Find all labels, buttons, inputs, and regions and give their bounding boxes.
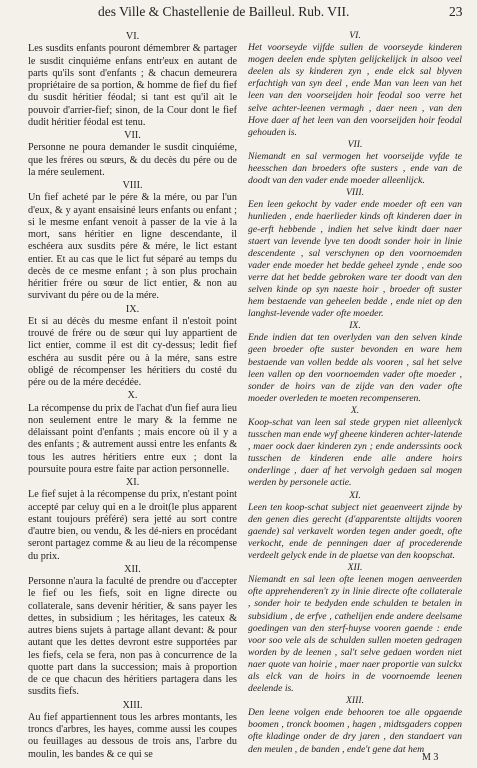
- article-section: [28, 180, 237, 303]
- article-number: XIII.: [122, 699, 143, 711]
- article-section: [28, 477, 237, 563]
- article-text: Het voorseyde vijfde sullen de voorseyde kinderen mogen deelen ende splyten gelijckelijck in alsoo veel deelen als sy kinderen zyn , ende elck sal blyven erfachtigh van syn deel , ende Man van leen van het leen van den voorseijden hoir feodal soo verre het selve achter-leenen vermagh , daer neen , van den Hove daer af het leen van den voorseijden hoir feodal gehouden is.: [248, 42, 462, 138]
- article-section: [28, 31, 237, 129]
- article-number: VIII.: [345, 187, 365, 199]
- article-text: Personne ne poura demander le susdit cinquiéme, que les fréres ou sœurs, & du decès du pére ou de la mére seulement.: [28, 142, 237, 178]
- article-text: Koop-schat van leen sal stede grypen niet alleenlyck tusschen man ende wyf gheene kinderen achter-latende , maer oock daer kinderen zyn ; ende anderssints oock tusschen de kinderen ende alle andere hoirs onderlinge , daer af het vervolgh gedaen sal mogen werden by personele actie.: [248, 417, 462, 489]
- article-section: [28, 304, 237, 390]
- article-section: [248, 139, 462, 187]
- article-section: [248, 490, 462, 563]
- french-column: [28, 30, 237, 760]
- page-number: 23: [449, 4, 463, 19]
- article-number: X.: [127, 390, 138, 402]
- article-section: [28, 564, 237, 699]
- article-text: Un fief acheté par le pére & la mére, ou par l'un d'eux, & y ayant ensaisiné leurs enfants ou enfant ; si le mesme enfant venoit à passer de la vie à la mort, sans héritier en ligne descendante, il eschéera aux susdits pére & mére, le lict estant entier. Et au cas que le lict fut séparé au temps du decès de ce mesme enfant ; à son plus prochain héritier frére ou sœur de lict entier, & non au survivant du pére ou de la mére.: [28, 192, 237, 302]
- article-text: Ende indien dat ten overlyden van den selven kinde geen broeder ofte suster bevonden en ware hem bestaende van vollen bedde als vooren , sal het selve leen vallen op den voornoemden vader ofte moeder , sonder de hoirs van de zijde van den vader ofte moeder overleden te moeten recompenseren.: [248, 332, 462, 404]
- article-text: Niemandt en sal leen ofte leenen mogen aenveerden ofte apprehenderen't zy in linie directe ofte collaterale , sonder hoir te bedyden ende schulden te betalen in subsidium , de erfve , cathelijen ende andere deelsame goedingen van den sterf-huyse vooren gaende : ende voor soo vele als de schulden sullen moeten gedragen worden by de leenen , sal't selve gedaen worden niet naer quote van hoirie , maer naer proportie van sulckx als elck van de hoirs in de voornoemde leenen deelende is.: [248, 574, 462, 695]
- article-text: Personne n'aura la faculté de prendre ou d'accepter le fief ou les fiefs, soit en ligne directe ou collaterale, sans devenir héritier, & sans payer les dettes, in subsidium ; les héritages, les cateux & autres biens sujets à partage allant devant: & pour autant que les dettes devront estre supportées par les fiefs, cela se fera, non pas à concurrence de la quotte part dans la succession; mais à proportion de ce que chacun des héritiers partagera dans les susdits fiefs.: [28, 576, 237, 698]
- article-text: Leen ten koop-schat subject niet geaenveert zijnde by den genen dies gerecht (d'apparentste altijdts vooren gaende) sal verkavelt worden tegen ander goedt, ofte verkocht, ende de penningen daer af procederende verdeelt gelyck ende in de plaetse van den koopschat.: [248, 501, 462, 562]
- article-text: Niemandt en sal vermogen het voorseijde vyfde te heesschen dan broeders ofte susters , ende van de doodt van den vader ende moeder alleenlijck.: [248, 150, 462, 187]
- article-section: [248, 30, 462, 139]
- signature-mark: M 3: [422, 752, 439, 763]
- article-number: VII.: [124, 130, 141, 141]
- article-number: XII.: [124, 563, 141, 575]
- page-header: [0, 2, 477, 24]
- article-number: IX.: [125, 303, 140, 315]
- article-text: Den leene volgen ende behooren toe alle opgaende boomen , tronck boomen , hagen , midtsgaders coppen ofte kladinge onder de dry jaren , den standaert van den meulen , de banden , ende't gene dat hem: [248, 707, 462, 755]
- article-number: VIII.: [122, 180, 143, 191]
- article-number: XII.: [347, 562, 363, 574]
- article-section: [248, 320, 462, 405]
- article-number: VII.: [347, 138, 363, 150]
- article-number: VI.: [349, 30, 361, 41]
- article-section: [248, 405, 462, 490]
- article-number: X.: [350, 404, 360, 416]
- article-text: La récompense du prix de l'achat d'un fief aura lieu non seulement entre le mary & la femme ne délaissant point d'enfants ; mais encore où il y a des enfants ; & autrement aussi entre les enfants & tous les autres héritiers entre eux ; dont la poursuite poura estre faite par action personnelle.: [28, 402, 237, 475]
- article-text: Een leen gekocht by vader ende moeder oft een van hunlieden , ende haerlieder kinds oft kinderen daer in ge-erft hebbende , indien het selve kindt daer naer staert van levende lyve ten doodt sonder hoir in linie descendente , sal verschynen op den voornoemden vader ende moeder het bedde geheel zynde , ende soo verre dat het bedde gebroken ware ter doodt van den selven kinde op syn naeste hoir , broeder oft suster hem bestaende van geheelen bedde , ende niet op den langhst-levende vader ofte moeder.: [248, 199, 462, 320]
- article-section: [248, 695, 462, 755]
- article-number: XI.: [125, 477, 140, 488]
- article-number: XI.: [349, 489, 361, 501]
- article-number: XIII.: [345, 695, 365, 707]
- article-section: [248, 187, 462, 320]
- flemish-column: [248, 30, 462, 760]
- article-number: VI.: [125, 31, 140, 42]
- article-number: IX.: [349, 320, 361, 332]
- article-section: [28, 130, 237, 179]
- article-text: Au fief appartiennent tous les arbres montants, les troncs d'arbres, les hayes, comme aussi les coupes ou feuillages au dessous de trois ans, l'arbre du moulin, les bandes & ce qui se: [28, 711, 237, 760]
- article-text: Les susdits enfants pouront démembrer & partager le susdit cinquiéme enfans entr'eux en autant de parts qu'ils sont d'enfants ; & chacun demeurera propriétaire de sa portion, & homme de fief du fief du susdit héritier féodal; si tant est qu'il ait le pouvoir d'arrier-fief; sinon, de la Cour dont le fief dudit héritier féodal est tenu.: [28, 43, 237, 128]
- article-section: [28, 700, 237, 761]
- article-text: Le fief sujet à la récompense du prix, n'estant point accepté par celuy qui en a le droit(le plus apparent estant toujours préféré) sera jetté au sort contre d'autre bien, ou vendu, & les dé-niers en procédant seront partagez comme & au lieu de la récompense du prix.: [28, 489, 237, 562]
- running-title: des Ville & Chastellenie de Bailleul. Rub. VII.: [98, 4, 350, 19]
- article-text: Et si au décès du mesme enfant il n'estoit point trouvé de frére ou de sœur qui luy appartient de lict entier, comme il est dit cy-dessus; ledit fief eschéra au susdit pére ou à la mére, sans estre obligé de récompenser les héritiers du costé du pére ou de la mére decédée.: [28, 315, 237, 388]
- article-section: [248, 562, 462, 695]
- article-section: [28, 390, 237, 476]
